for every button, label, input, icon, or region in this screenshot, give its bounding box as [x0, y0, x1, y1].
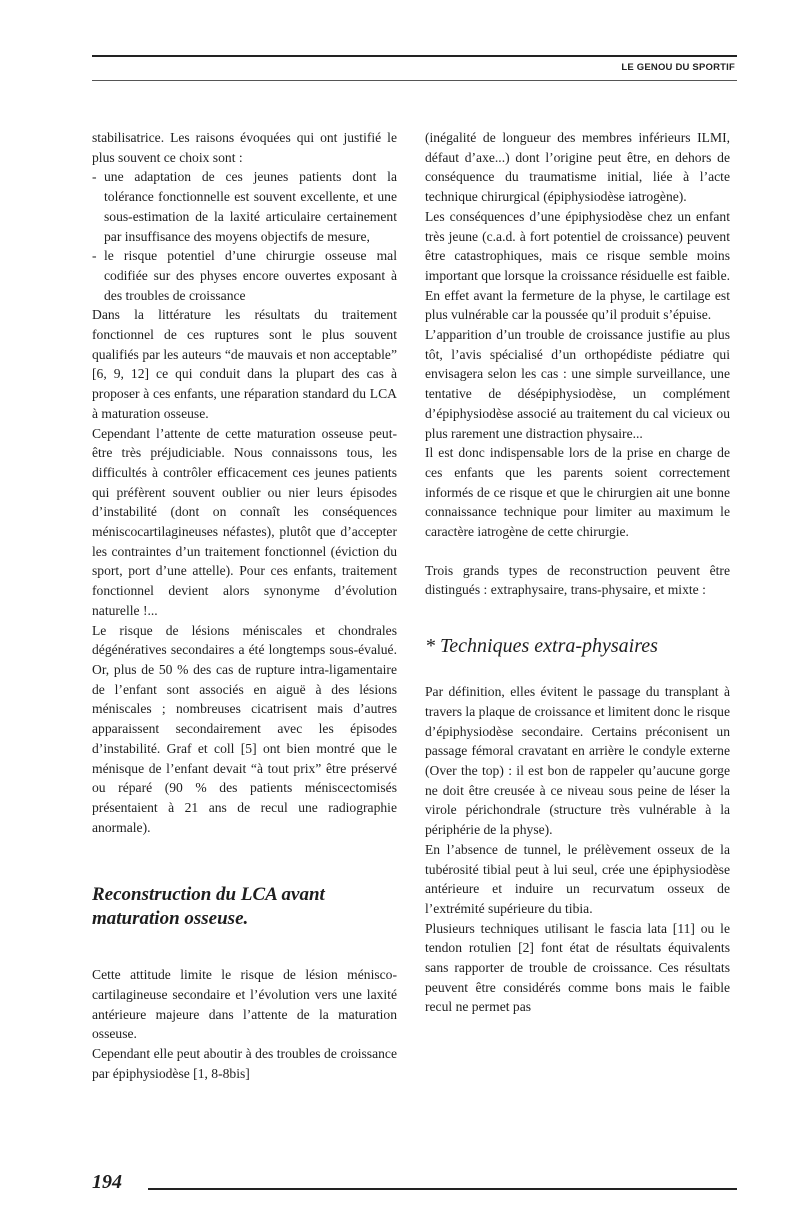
paragraph: Le risque de lésions méniscales et chondrales dégénératives secondaires a été longtemps sous-évalué. Or, plus de 50 % des cas de rupture intra-ligamentaire de l’enfant sont associés en aiguë à des lésions méniscales ; nombreuses cicatrisent mais d’autres apparaissent secondairement avec les épisodes d’instabilité. Graf et coll [5] ont bien montré que le ménisque de l’enfant devait “à tout prix” être préservé ou réparé (90 % des patients méniscectomisés présentaient à 21 ans de recul une radiographie anormale). — [92, 622, 397, 835]
paragraph: L’apparition d’un trouble de croissance justifie au plus tôt, l’avis spécialisé d’un orthopédiste pédiatre qui envisagera selon les cas : une simple surveillance, une tentative de désépiphysiodèse, un complément d’épiphysiodèse associé au traitement du cal vicieux ou plus rarement une distraction physaire... — [425, 327, 730, 441]
paragraph: Dans la littérature les résultats du traitement fonctionnel de ces ruptures sont le plus souvent qualifiés par les auteurs “de mauvais et non acceptable” [6, 9, 12] ce qui conduit dans la plupart des cas à proposer à ces enfants, une réparation standard du LCA à maturation osseuse. — [92, 307, 397, 421]
header-rule-top — [92, 55, 737, 57]
header-rule-bottom — [92, 80, 737, 81]
page-number: 194 — [92, 1171, 122, 1193]
paragraph: Cette attitude limite le risque de lésion ménisco-cartilagineuse secondaire et l’évolution vers une laxité antérieure majeure dans l’attente de la maturation osseuse. — [92, 967, 397, 1042]
reasons-list — [92, 167, 397, 305]
paragraph: Cependant l’attente de cette maturation osseuse peut-être très préjudiciable. Nous connaissons tous, les difficultés à contrôler efficacement ces jeunes patients qui préfèrent souvent oublier ou nier leurs épisodes d’instabilité (dont on connaît les conséquences méniscocartilagineuses néfastes), plutôt que d’accepter les contraintes d’un traitement fonctionnel (éviction du sport, port d’une attelle). Pour ces enfants, traitement fonctionnel devient alors synonyme d’évolution naturelle !... — [92, 425, 397, 618]
paragraph: En l’absence de tunnel, le prélèvement osseux de la tubérosité tibial peut à lui seul, crée une épiphysiodèse antérieure et induire un recurvatum osseux de l’extrémité supérieure du tibia. — [425, 841, 730, 916]
list-item: - une adaptation de ces jeunes patients dont la tolérance fonctionnelle est souvent excellente, et une sous-estimation de la laxité articulaire certainement par insuffisance des moyens objectifs de mesure, — [92, 167, 397, 246]
section-title: Reconstruction du LCA avant maturation osseuse. — [92, 884, 325, 930]
left-column — [92, 128, 397, 1084]
list-item: - le risque potentiel d’une chirurgie osseuse mal codifiée sur des physes encore ouvertes exposant à des troubles de croissance — [92, 246, 397, 305]
paragraph: Par définition, elles évitent le passage du transplant à travers la plaque de croissance et limitent donc le risque d’épiphysiodèse secondaire. Certains préconisent un passage fémoral cravatant en arrière le condyle externe (Over the top) : il est bon de rappeler qu’aucune gorge ne doit être creusée à ce niveau sous peine de léser la virole périchondrale (structure très vulnérable à la périphérie de la physe). — [425, 684, 730, 838]
paragraph: Les conséquences d’une épiphysiodèse chez un enfant très jeune (c.a.d. à fort potentiel de croissance) peuvent être catastrophiques, mais ce risque semble moins important que lorsque la croissance résiduelle est faible. En effet avant la fermeture de la physe, le cartilage est plus vulnérable car la poussée qu’il produit s’épuise. — [425, 208, 730, 323]
paragraph: Plusieurs techniques utilisant le fascia lata [11] ou le tendon rotulien [2] font état de résultats équivalents sans rapporter de trouble de croissance. Ces résultats peuvent être considérés comme bons mais le faible recul ne permet pas — [425, 920, 730, 1015]
right-column — [425, 128, 730, 1017]
paragraph: Il est donc indispensable lors de la prise en charge de ces enfants que les parents soient correctement informés de ce risque et que le chirurgien ait une bonne connaissance technique pour limiter au maximum le caractère iatrogène de cette chirurgie. — [425, 445, 730, 540]
subsection-title: * Techniques extra-physaires — [425, 635, 658, 658]
spacer — [425, 542, 730, 561]
paragraph: Trois grands types de reconstruction peuvent être distingués : extraphysaire, trans-physaire, et mixte : — [425, 562, 730, 598]
paragraph: Cependant elle peut aboutir à des troubles de croissance par épiphysiodèse [1, 8-8bis] — [92, 1046, 397, 1081]
running-head: LE GENOU DU SPORTIF — [621, 62, 735, 73]
footer-rule — [148, 1188, 737, 1190]
paragraph: stabilisatrice. Les raisons évoquées qui ont justifié le plus souvent ce choix sont : — [92, 130, 397, 165]
paragraph: (inégalité de longueur des membres inférieurs ILMI, défaut d’axe...) dont l’origine peut être, en dehors de conséquence du traumatisme initial, liée à l’acte technique chirurgical (épiphysiodèse iatrogène). — [425, 130, 730, 205]
